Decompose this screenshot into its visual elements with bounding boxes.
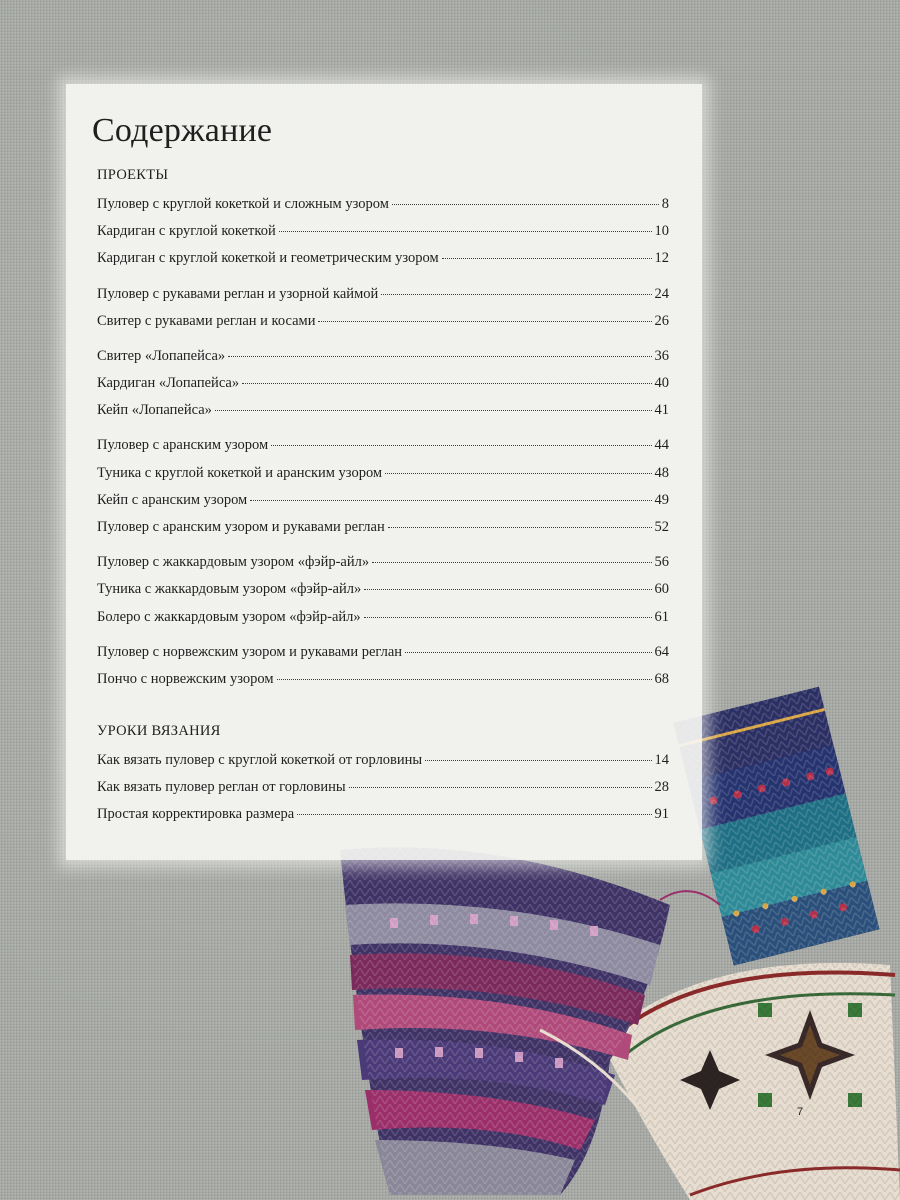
toc-entry-page: 40 xyxy=(654,375,669,391)
toc-entry-label: Как вязать пуловер с круглой кокеткой от горловины xyxy=(97,752,423,768)
toc-entry-label: Пуловер с круглой кокеткой и сложным узором xyxy=(97,196,389,212)
toc-entry-label: Кардиган «Лопапейса» xyxy=(97,375,240,391)
toc-entry[interactable] xyxy=(97,644,669,664)
dot-leader xyxy=(242,382,651,384)
toc-entry[interactable] xyxy=(97,806,669,826)
toc-entry-page: 41 xyxy=(654,402,669,418)
toc-entry[interactable] xyxy=(97,250,669,270)
toc-entry[interactable] xyxy=(97,519,669,539)
toc-entry-label: Кардиган с круглой кокеткой xyxy=(97,223,276,239)
dot-leader xyxy=(279,230,652,232)
dot-leader xyxy=(250,499,651,501)
toc-entry[interactable] xyxy=(97,375,669,395)
toc-entry[interactable] xyxy=(97,402,669,422)
toc-entry[interactable] xyxy=(97,313,669,333)
toc-entry-page: 49 xyxy=(654,492,669,508)
dot-leader xyxy=(405,651,651,653)
toc-entry-label: Болеро с жаккардовым узором «фэйр-айл» xyxy=(97,609,361,625)
toc-entry[interactable] xyxy=(97,554,669,574)
toc-entry-label: Кейп с аранским узором xyxy=(97,492,248,508)
toc-entry-page: 56 xyxy=(654,554,669,570)
page-number: 7 xyxy=(797,1106,804,1118)
dot-leader xyxy=(364,588,651,590)
toc-entry-label: Пуловер с жаккардовым узором «фэйр-айл» xyxy=(97,554,370,570)
toc-entry-label: Свитер с рукавами реглан и косами xyxy=(97,313,316,329)
toc-entry-page: 52 xyxy=(654,519,669,535)
dot-leader xyxy=(425,759,651,761)
toc-entry-page: 24 xyxy=(654,286,669,302)
toc-entry[interactable] xyxy=(97,196,669,216)
dot-leader xyxy=(271,444,651,446)
toc-entry-page: 28 xyxy=(654,779,669,795)
toc-entry[interactable] xyxy=(97,465,669,485)
toc-entry-page: 60 xyxy=(654,581,669,597)
dot-leader xyxy=(372,561,651,563)
toc-entry[interactable] xyxy=(97,437,669,457)
toc-entry-page: 12 xyxy=(654,250,669,266)
dot-leader xyxy=(385,472,651,474)
toc-entry-page: 48 xyxy=(654,465,669,481)
toc-entry-label: Пуловер с аранским узором xyxy=(97,437,269,453)
toc-entry-page: 8 xyxy=(661,196,669,212)
toc-entry[interactable] xyxy=(97,286,669,306)
toc-entry-label: Пуловер с аранским узором и рукавами реглан xyxy=(97,519,385,535)
teal-swatch xyxy=(673,687,879,966)
toc-entry-label: Свитер «Лопапейса» xyxy=(97,348,226,364)
toc-entry[interactable] xyxy=(97,492,669,512)
toc-entry-label: Простая корректировка размера xyxy=(97,806,295,822)
toc-entry[interactable] xyxy=(97,348,669,368)
toc-entry-label: Туника с круглой кокеткой и аранским узором xyxy=(97,465,383,481)
section-heading-lessons: УРОКИ ВЯЗАНИЯ xyxy=(97,723,221,739)
toc-entry[interactable] xyxy=(97,779,669,799)
toc-entry-label: Пончо с норвежским узором xyxy=(97,671,274,687)
dot-leader xyxy=(364,616,652,618)
toc-entry-page: 91 xyxy=(654,806,669,822)
dot-leader xyxy=(215,409,652,411)
toc-entry[interactable] xyxy=(97,223,669,243)
toc-entry-page: 14 xyxy=(654,752,669,768)
toc-entry[interactable] xyxy=(97,581,669,601)
cream-swatch xyxy=(600,963,900,1200)
toc-entry[interactable] xyxy=(97,671,669,691)
dot-leader xyxy=(349,786,652,788)
dot-leader xyxy=(228,355,651,357)
dot-leader xyxy=(381,293,651,295)
toc-entry-label: Кардиган с круглой кокеткой и геометрическим узором xyxy=(97,250,439,266)
toc-entry-label: Как вязать пуловер реглан от горловины xyxy=(97,779,346,795)
dot-leader xyxy=(388,526,652,528)
dot-leader xyxy=(392,203,659,205)
toc-entry[interactable] xyxy=(97,609,669,629)
toc-entry-page: 64 xyxy=(654,644,669,660)
toc-entry-label: Туника с жаккардовым узором «фэйр-айл» xyxy=(97,581,362,597)
toc-entry-page: 61 xyxy=(654,609,669,625)
dot-leader xyxy=(297,813,651,815)
dot-leader xyxy=(277,678,652,680)
toc-entry[interactable] xyxy=(97,752,669,772)
toc-entry-page: 26 xyxy=(654,313,669,329)
dot-leader xyxy=(442,257,652,259)
toc-entry-label: Кейп «Лопапейса» xyxy=(97,402,212,418)
toc-entry-page: 36 xyxy=(654,348,669,364)
dot-leader xyxy=(318,320,651,322)
toc-entry-page: 10 xyxy=(654,223,669,239)
section-heading-projects: ПРОЕКТЫ xyxy=(97,167,169,183)
page-title: Содержание xyxy=(92,112,273,149)
toc-entry-page: 68 xyxy=(654,671,669,687)
toc-entry-label: Пуловер с норвежским узором и рукавами реглан xyxy=(97,644,403,660)
toc-entry-label: Пуловер с рукавами реглан и узорной каймой xyxy=(97,286,379,302)
toc-entry-page: 44 xyxy=(654,437,669,453)
